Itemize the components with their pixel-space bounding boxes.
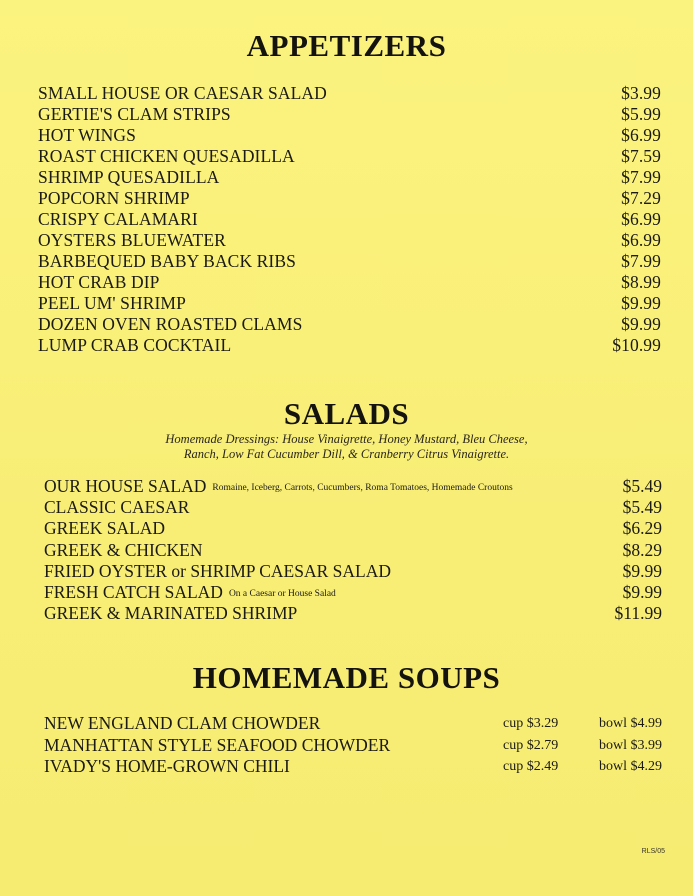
- menu-item: [44, 735, 662, 757]
- item-name: PEEL UM' SHRIMP: [38, 293, 186, 313]
- item-price: $9.99: [621, 293, 661, 313]
- item-price: $8.99: [621, 272, 661, 292]
- menu-item: [38, 83, 661, 104]
- item-name: HOT CRAB DIP: [38, 272, 160, 292]
- menu-item: [44, 582, 662, 603]
- menu-item: [44, 713, 662, 735]
- menu-item: [38, 314, 661, 335]
- menu-item: [38, 293, 661, 314]
- salads-list: [44, 476, 662, 624]
- item-price: $8.29: [622, 539, 662, 560]
- item-name: SMALL HOUSE OR CAESAR SALAD: [38, 83, 327, 103]
- item-name: BARBEQUED BABY BACK RIBS: [38, 251, 296, 271]
- item-name: HOT WINGS: [38, 125, 136, 145]
- footer-code: RLS/05: [641, 848, 665, 855]
- cup-price: cup $2.49: [503, 759, 559, 774]
- menu-item: [38, 104, 661, 125]
- item-price: $6.99: [621, 230, 661, 250]
- item-price: $9.99: [622, 581, 662, 602]
- soups-heading: HOMEMADE SOUPS: [192, 660, 501, 695]
- menu-item: [38, 335, 661, 356]
- item-name: GREEK SALAD: [44, 518, 166, 539]
- item-price: $10.99: [612, 335, 661, 355]
- menu-item: [38, 125, 661, 146]
- item-price: $11.99: [614, 603, 662, 624]
- menu-item: [38, 230, 661, 251]
- item-name: GERTIE'S CLAM STRIPS: [38, 104, 231, 124]
- item-name: NEW ENGLAND CLAM CHOWDER: [44, 713, 321, 733]
- item-price: $6.29: [622, 518, 662, 539]
- item-name: MANHATTAN STYLE SEAFOOD CHOWDER: [44, 734, 391, 755]
- cup-price: cup $2.79: [503, 737, 559, 753]
- dressings-line-1: Homemade Dressings: House Vinaigrette, Honey Mustard, Bleu Cheese,: [165, 432, 528, 446]
- menu-item: [44, 561, 662, 582]
- item-name: POPCORN SHRIMP: [38, 188, 190, 208]
- bowl-price: bowl $3.99: [599, 737, 662, 753]
- item-price: $7.99: [621, 167, 661, 187]
- soups-list: [44, 713, 662, 778]
- item-description: Romaine, Iceberg, Carrots, Cucumbers, Roma Tomatoes, Homemade Croutons: [212, 483, 513, 493]
- item-price: $9.99: [621, 314, 661, 334]
- menu-item: [38, 209, 661, 230]
- menu-item: [44, 603, 662, 624]
- salads-heading: SALADS: [283, 396, 410, 431]
- item-price: $6.99: [621, 125, 661, 145]
- appetizers-heading: APPETIZERS: [246, 28, 447, 63]
- dressings-note: [0, 432, 693, 462]
- item-name: FRIED OYSTER or SHRIMP CAESAR SALAD: [44, 560, 391, 581]
- menu-item: [38, 251, 661, 272]
- item-name: CRISPY CALAMARI: [38, 209, 198, 229]
- item-name: OUR HOUSE SALAD: [44, 476, 207, 496]
- menu-item: [44, 756, 662, 778]
- item-price: $5.49: [622, 476, 662, 496]
- bowl-price: bowl $4.29: [599, 759, 662, 774]
- cup-price: cup $3.29: [503, 716, 559, 731]
- item-description: On a Caesar or House Salad: [228, 588, 336, 599]
- dressings-line-2: Ranch, Low Fat Cucumber Dill, & Cranberry Citrus Vinaigrette.: [183, 447, 510, 461]
- menu-item: [38, 272, 661, 293]
- menu-item: [44, 518, 662, 539]
- item-name: GREEK & CHICKEN: [44, 539, 203, 560]
- menu-item: [44, 476, 662, 497]
- item-name: CLASSIC CAESAR: [44, 497, 190, 518]
- menu-item: [44, 497, 662, 518]
- item-name: IVADY'S HOME-GROWN CHILI: [44, 756, 290, 776]
- item-name: GREEK & MARINATED SHRIMP: [44, 603, 298, 624]
- appetizers-list: [38, 83, 661, 356]
- menu-item: [38, 167, 661, 188]
- menu-item: [38, 146, 661, 167]
- menu-item: [44, 540, 662, 561]
- item-price: $7.99: [621, 251, 661, 271]
- item-name: OYSTERS BLUEWATER: [38, 230, 226, 250]
- item-price: $6.99: [621, 209, 661, 229]
- menu-item: [38, 188, 661, 209]
- item-price: $7.29: [621, 188, 661, 208]
- item-name: FRESH CATCH SALAD: [44, 581, 223, 602]
- bowl-price: bowl $4.99: [599, 716, 662, 731]
- item-price: $9.99: [622, 560, 662, 581]
- item-name: SHRIMP QUESADILLA: [38, 167, 220, 187]
- item-name: LUMP CRAB COCKTAIL: [38, 335, 232, 355]
- item-price: $5.99: [621, 104, 661, 124]
- item-name: ROAST CHICKEN QUESADILLA: [38, 146, 295, 166]
- item-price: $7.59: [621, 146, 661, 166]
- item-price: $5.49: [622, 497, 662, 518]
- item-name: DOZEN OVEN ROASTED CLAMS: [38, 314, 303, 334]
- item-price: $3.99: [621, 83, 661, 103]
